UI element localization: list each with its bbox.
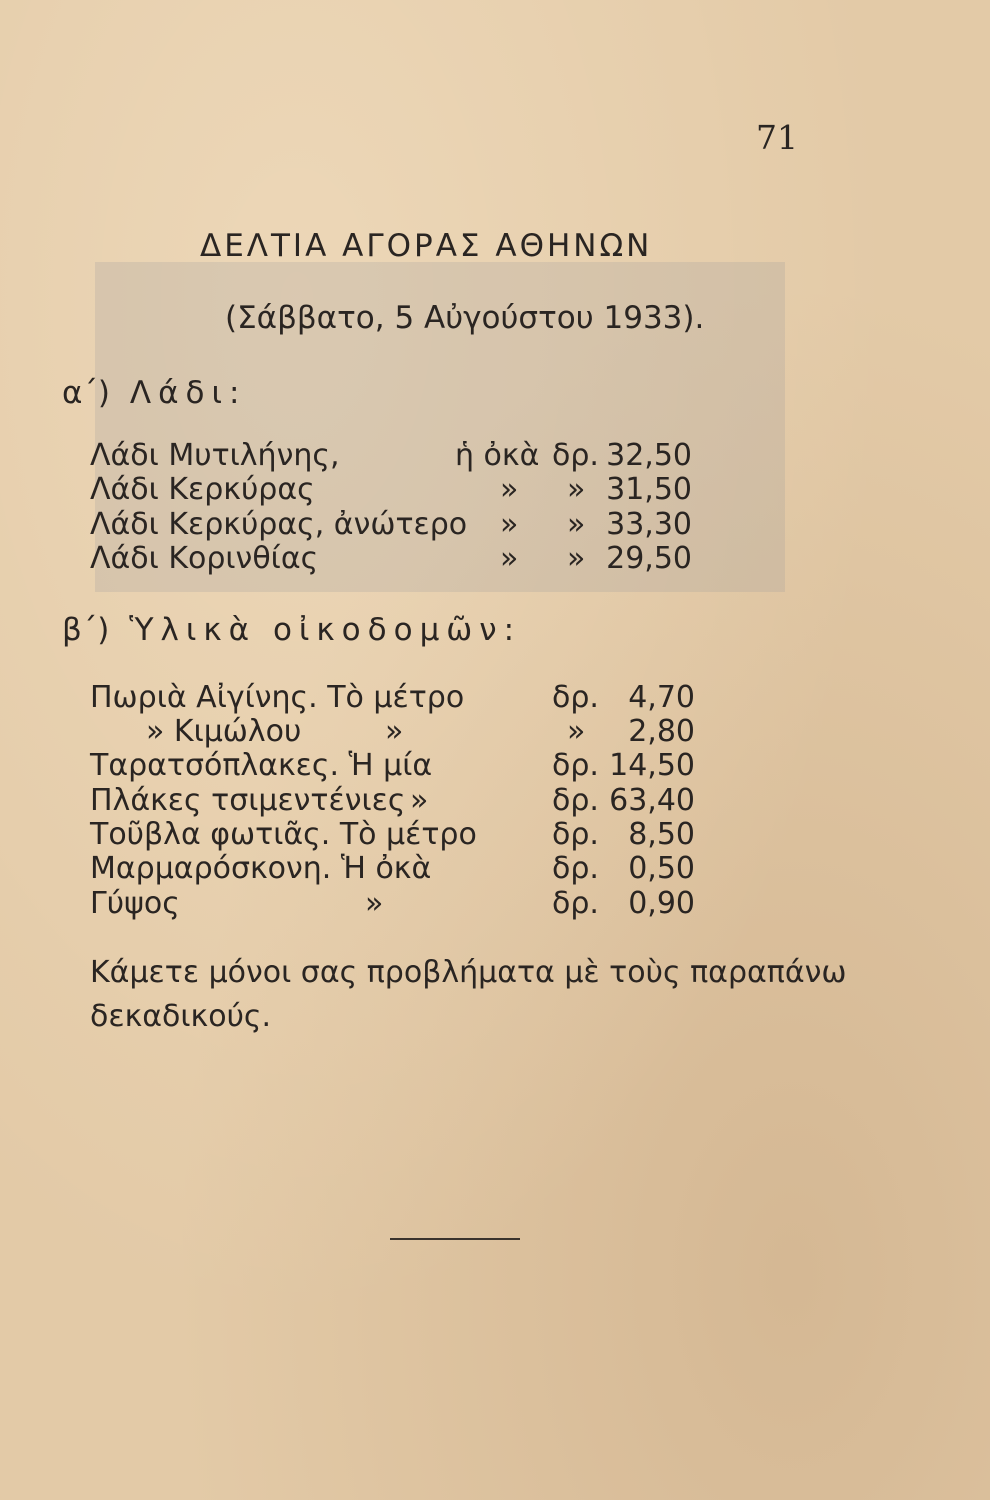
item-name: Πλάκες τσιμεντένιες xyxy=(90,783,406,818)
currency: » xyxy=(567,472,586,507)
currency: δρ. xyxy=(552,886,599,921)
currency: δρ. xyxy=(552,817,599,852)
table-row xyxy=(0,472,990,512)
currency: δρ. xyxy=(552,438,599,473)
date-line: (Σάββατο, 5 Αὐγούστου 1933). xyxy=(225,300,705,336)
price: 63,40 xyxy=(609,783,695,818)
item-name: Μαρμαρόσκονη. Ἡ ὀκὰ xyxy=(90,851,432,886)
price: 4,70 xyxy=(628,680,695,715)
item-name: Γύψος xyxy=(90,886,180,921)
currency: δρ. xyxy=(552,851,599,886)
item-name: Λάδι Κορινθίας xyxy=(90,541,319,576)
unit: » xyxy=(500,541,519,576)
table-row xyxy=(0,851,990,891)
item-name: » Κιμώλου xyxy=(146,714,302,749)
section-b-marker: β΄) xyxy=(62,612,110,648)
unit: » xyxy=(410,783,429,818)
unit: ἡ ὀκὰ xyxy=(455,438,540,473)
price: 31,50 xyxy=(606,472,692,507)
price: 14,50 xyxy=(609,748,695,783)
price: 29,50 xyxy=(606,541,692,576)
exercise-text-line1: Κάμετε μόνοι σας προβλήματα μὲ τοὺς παραπάνω xyxy=(90,955,847,990)
item-name: Ταρατσόπλακες. Ἡ μία xyxy=(90,748,433,783)
currency: » xyxy=(567,714,586,749)
unit: » xyxy=(500,507,519,542)
section-a-marker: α΄) xyxy=(62,375,111,411)
currency: δρ. xyxy=(552,680,599,715)
currency: » xyxy=(567,507,586,542)
item-name: Λάδι Κερκύρας, ἀνώτερο xyxy=(90,507,468,542)
currency: » xyxy=(567,541,586,576)
price: 8,50 xyxy=(628,817,695,852)
page-title: ΔΕΛΤΙΑ ΑΓΟΡΑΣ ΑΘΗΝΩΝ xyxy=(200,228,653,264)
section-a-title: Λάδι: xyxy=(129,375,247,411)
divider-rule xyxy=(390,1238,520,1240)
item-name: Λάδι Μυτιλήνης, xyxy=(90,438,340,473)
table-row xyxy=(0,748,990,788)
unit: » xyxy=(365,886,384,921)
unit: » xyxy=(385,714,404,749)
item-name: Λάδι Κερκύρας xyxy=(90,472,315,507)
currency: δρ. xyxy=(552,783,599,818)
table-row xyxy=(0,886,990,926)
item-name: Πωριὰ Αἰγίνης. Τὸ μέτρο xyxy=(90,680,465,715)
price: 2,80 xyxy=(628,714,695,749)
item-name: Τοῦβλα φωτιᾶς. Τὸ μέτρο xyxy=(90,817,477,852)
section-b-title: Ὑλικὰ οἰκοδομῶν: xyxy=(129,612,522,648)
table-row xyxy=(0,541,990,581)
exercise-text-line2: δεκαδικούς. xyxy=(90,999,272,1034)
section-a-heading xyxy=(62,375,246,411)
price: 0,90 xyxy=(628,886,695,921)
price: 32,50 xyxy=(606,438,692,473)
currency: δρ. xyxy=(552,748,599,783)
price: 0,50 xyxy=(628,851,695,886)
price: 33,30 xyxy=(606,507,692,542)
unit: » xyxy=(500,472,519,507)
page-number: 71 xyxy=(756,118,798,157)
section-b-heading xyxy=(62,612,521,648)
